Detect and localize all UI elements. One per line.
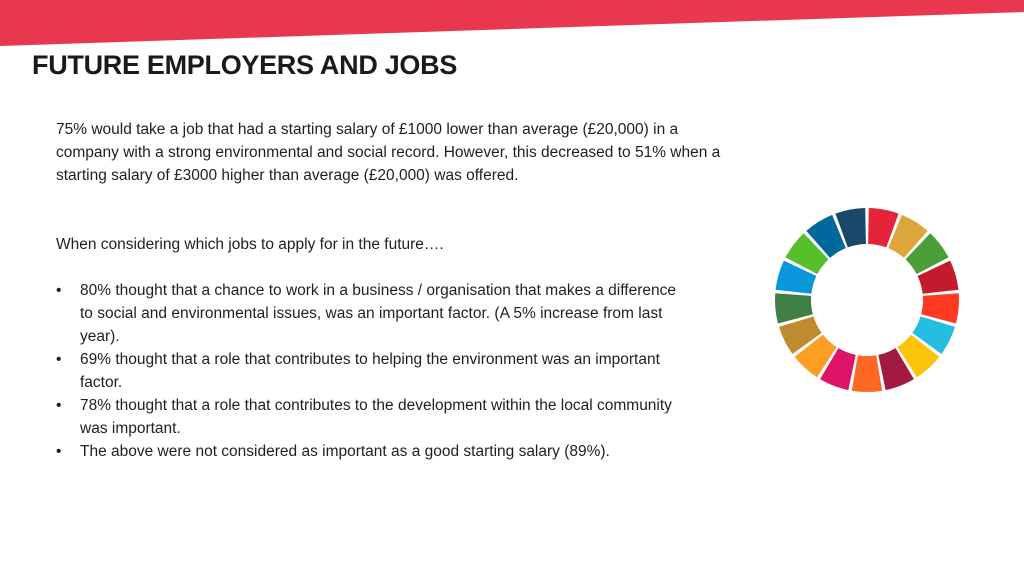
sdg-wheel-segment	[852, 355, 882, 392]
sdg-color-wheel-icon	[772, 205, 962, 395]
page-title: FUTURE EMPLOYERS AND JOBS	[32, 50, 458, 80]
bullet-item: • 69% thought that a role that contributes to helping the environment was an important factor.	[56, 348, 690, 394]
lead-sentence: When considering which jobs to apply for in the future….	[56, 236, 444, 253]
bullet-item: • 78% thought that a role that contributes to the development within the local community was important.	[56, 394, 690, 440]
bullet-item: • 80% thought that a chance to work in a business / organisation that makes a difference to social and environmental issues, was an important factor. (A 5% increase from last year).	[56, 279, 690, 348]
top-accent-band	[0, 0, 1024, 50]
content-body	[56, 118, 736, 463]
bullet-item: • The above were not considered as important as a good starting salary (89%).	[56, 440, 690, 463]
intro-paragraph: 75% would take a job that had a starting salary of £1000 lower than average (£20,000) in a company with a strong environmental and social record. However, this decreased to 51% when a starting salary of £3000 higher than average (£20,000) was offered.	[56, 121, 721, 184]
bullet-list	[56, 279, 736, 463]
